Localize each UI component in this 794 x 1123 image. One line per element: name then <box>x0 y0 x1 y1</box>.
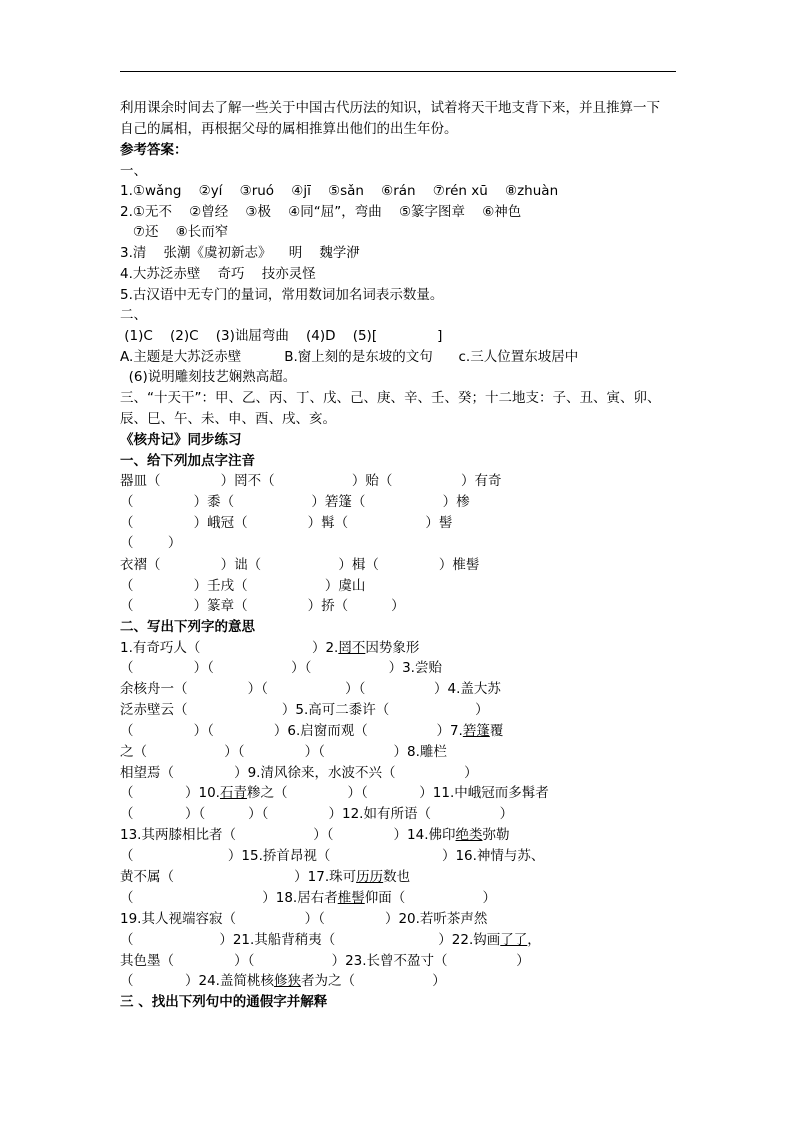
exercise-line: 器皿（ ）罔不（ ）贻（ ）有奇 <box>120 473 502 489</box>
answer-line: 5.古汉语中无专门的量词，常用数词加名词表示数量。 <box>120 287 444 303</box>
answer-line: 3.清 张潮《虞初新志》 明 魏学洢 <box>120 245 360 261</box>
answer-line: 三、“十天干”：甲、乙、丙、丁、戊、己、庚、辛、壬、癸；十二地支：子、丑、寅、卯、 <box>120 390 661 406</box>
answer-line: 4.大苏泛赤壁 奇巧 技亦灵怪 <box>120 266 316 282</box>
exercise-line: 其色墨（ ）（ ）23.长曾不盈寸（ ） <box>120 953 530 969</box>
answer-line: ⑦还 ⑧长而窄 <box>120 224 229 240</box>
exercise-line: 黄不属（ ）17.珠可历历数也 <box>120 869 411 885</box>
exercise-line: （ ） <box>120 535 182 551</box>
exercise-line: 余核舟一（ ）（ ）（ ）4.盖大苏 <box>120 681 501 697</box>
answer-line: (6)说明雕刻技艺娴熟高超。 <box>120 369 297 385</box>
exercise-line: （ ）（ ）（ ）12.如有所语（ ） <box>120 806 514 822</box>
answer-line: (1)C (2)C (3)诎屈弯曲 (4)D (5)[ ] <box>120 328 443 344</box>
exercise-line: （ ）（ ）6.启窗而观（ ）7.箬篷覆 <box>120 723 504 739</box>
exercise-line: （ ）18.居右者椎髻仰面（ ） <box>120 890 496 906</box>
answer-line: 1.①wǎng ②yí ③ruó ④jī ⑤sǎn ⑥rán ⑦rén xū ⑧zhuàn <box>120 183 559 199</box>
answer-line: 辰、巳、午、未、申、酉、戌、亥。 <box>120 411 336 427</box>
exercise-line: （ ）峨冠（ ）髯（ ）髻 <box>120 515 453 531</box>
exercise-line: 19.其人视端容寂（ ）（ ）20.若听茶声然 <box>120 911 488 927</box>
section-heading: 参考答案： <box>120 142 188 158</box>
exercise-line: （ ）24.盖简桃核修狭者为之（ ） <box>120 973 446 989</box>
exercise-line: （ ）10.石青糁之（ ）（ ）11.中峨冠而多髯者 <box>120 785 549 801</box>
text-line: 利用课余时间去了解一些关于中国古代历法的知识，试着将天干地支背下来，并且推算一下 <box>120 100 660 116</box>
exercise-line: 13.其两膝相比者（ ）（ ）14.佛印绝类弥勒 <box>120 827 510 843</box>
exercise-line: 1.有奇巧人（ ）2.罔不因势象形 <box>120 640 420 656</box>
section-heading: 三 、找出下列句中的通假字并解释 <box>120 994 328 1010</box>
exercise-line: （ ）黍（ ）箬篷（ ）椮 <box>120 494 470 510</box>
text-line: 自己的属相，再根据父母的属相推算出他们的出生年份。 <box>120 121 458 137</box>
exercise-line: 泛赤壁云（ ）5.高可二黍许（ ） <box>120 702 489 718</box>
answer-line: 2.①无不 ②曾经 ③极 ④同“屈”，弯曲 ⑤篆字图章 ⑥神色 <box>120 204 522 220</box>
exercise-line: （ ）（ ）（ ）3.尝贻 <box>120 660 442 676</box>
exercise-line: 衣褶（ ）诎（ ）楫（ ）椎髻 <box>120 557 480 573</box>
exercise-line: 之（ ）（ ）（ ）8.雕栏 <box>120 744 447 760</box>
text-line: 二、 <box>120 307 147 323</box>
header-rule <box>120 71 676 72</box>
section-heading: 一、给下列加点字注音 <box>120 453 255 469</box>
answer-line: A.主题是大苏泛赤壁 B.窗上刻的是东坡的文句 c.三人位置东坡居中 <box>120 349 579 365</box>
exercise-line: （ ）篆章（ ）挢（ ） <box>120 598 405 614</box>
section-heading: 二、写出下列字的意思 <box>120 619 255 635</box>
exercise-line: （ ）21.其船背稍夷（ ）22.钩画了了， <box>120 932 541 948</box>
exercise-line: （ ）15.挢首昂视（ ）16.神情与苏、 <box>120 848 545 864</box>
exercise-line: （ ）壬戌（ ）虞山 <box>120 578 366 594</box>
exercise-line: 相望焉（ ）9.清风徐来，水波不兴（ ） <box>120 765 478 781</box>
section-heading: 《核舟记》同步练习 <box>120 432 242 448</box>
text-line: 一、 <box>120 163 147 179</box>
